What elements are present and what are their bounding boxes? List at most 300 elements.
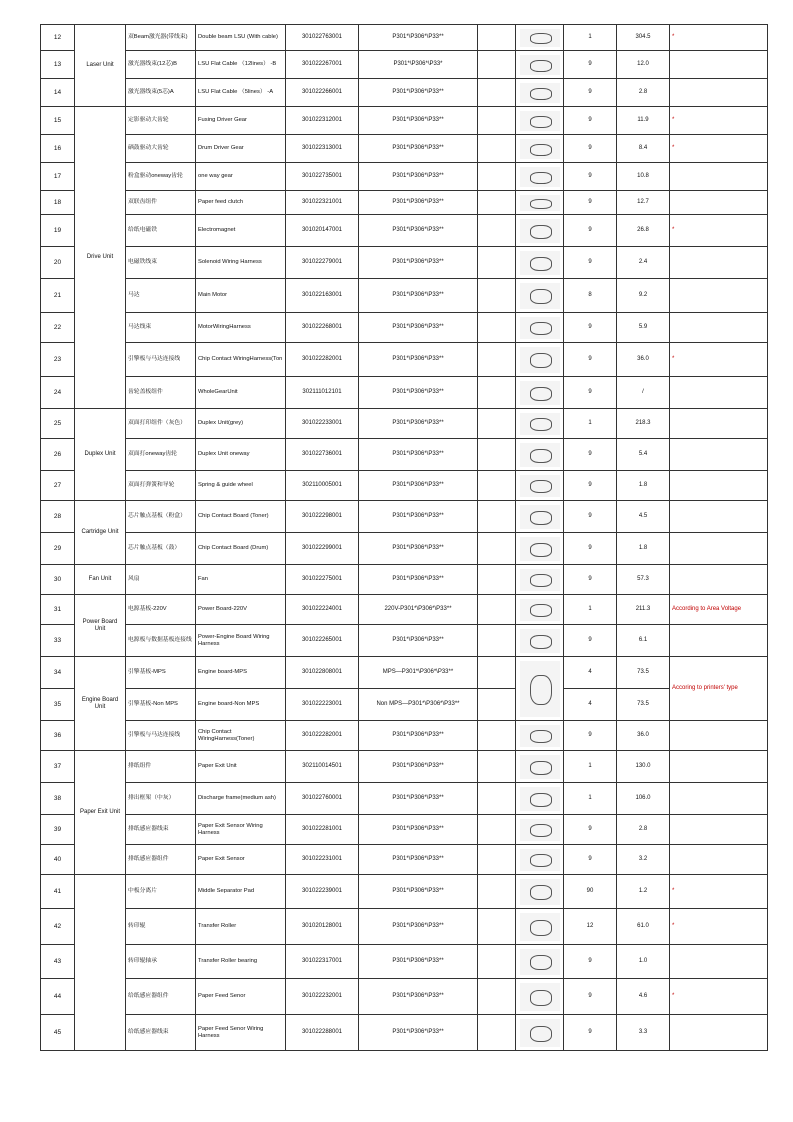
- key-part-flag: [670, 313, 768, 343]
- table-row: [41, 625, 768, 657]
- part-code: 301022288001: [286, 1015, 359, 1051]
- row-number: 21: [41, 279, 75, 313]
- empty-cell: [478, 979, 516, 1015]
- quantity: 8: [564, 279, 617, 313]
- feed-sensor-harness-photo: [520, 1019, 560, 1047]
- table-row: [41, 439, 768, 471]
- key-part-flag: [670, 279, 768, 313]
- part-name-cn: 硒鼓驱动大齿轮: [126, 135, 196, 163]
- key-part-flag: [670, 377, 768, 409]
- part-name-cn: 芯片触点基板（鼓）: [126, 533, 196, 565]
- key-part-flag: [670, 1015, 768, 1051]
- part-photo-cell: [516, 783, 564, 815]
- unit-price: 1.2: [617, 875, 670, 909]
- row-number: 41: [41, 875, 75, 909]
- key-part-flag: [670, 815, 768, 845]
- part-name-en: Duplex Unit(grey): [196, 409, 286, 439]
- part-name-en: Solenoid Wiring Harness: [196, 247, 286, 279]
- unit-price: /: [617, 377, 670, 409]
- part-name-en: Paper Exit Sensor Wiring Harness: [196, 815, 286, 845]
- empty-cell: [478, 215, 516, 247]
- part-name-en: Power-Engine Board Wiring Harness: [196, 625, 286, 657]
- part-name-cn: 双Beam激光器(带线束): [126, 25, 196, 51]
- part-name-cn: 粉盒驱动oneway齿轮: [126, 163, 196, 191]
- table-row: [41, 845, 768, 875]
- unit-price: 6.1: [617, 625, 670, 657]
- part-photo-cell: [516, 533, 564, 565]
- part-name-cn: 芯片触点基板（粉盒）: [126, 501, 196, 533]
- unit-price: 5.4: [617, 439, 670, 471]
- key-part-flag: [670, 471, 768, 501]
- unit-price: 12.0: [617, 51, 670, 79]
- table-row: [41, 979, 768, 1015]
- key-part-flag: [670, 79, 768, 107]
- part-code: 301022763001: [286, 25, 359, 51]
- part-name-cn: 引擎基板-MPS: [126, 657, 196, 689]
- compatible-models: P301*\P306*\P33**: [359, 343, 478, 377]
- key-part-flag: [670, 533, 768, 565]
- unit-price: 304.5: [617, 25, 670, 51]
- compatible-models: 220V-P301*\P306*\P33**: [359, 595, 478, 625]
- row-number: 33: [41, 625, 75, 657]
- part-name-en: Engine board-Non MPS: [196, 689, 286, 721]
- table-row: [41, 25, 768, 51]
- key-part-flag: [670, 51, 768, 79]
- key-part-flag: *: [670, 135, 768, 163]
- compatible-models: P301*\P306*\P33**: [359, 1015, 478, 1051]
- empty-cell: [478, 409, 516, 439]
- row-number: 14: [41, 79, 75, 107]
- table-row: [41, 135, 768, 163]
- unit-price: 3.2: [617, 845, 670, 875]
- chip-board-drum-photo: [520, 537, 560, 561]
- row-number: 12: [41, 25, 75, 51]
- part-code: 301022735001: [286, 163, 359, 191]
- unit-price: 3.3: [617, 1015, 670, 1051]
- empty-cell: [478, 689, 516, 721]
- group-label: Engine Board Unit: [75, 657, 126, 751]
- unit-price: 73.5: [617, 657, 670, 689]
- empty-cell: [478, 845, 516, 875]
- table-row: [41, 689, 768, 721]
- row-number: 45: [41, 1015, 75, 1051]
- duplex-unit-photo: [520, 413, 560, 435]
- part-photo-cell: [516, 107, 564, 135]
- quantity: 9: [564, 215, 617, 247]
- unit-price: 4.6: [617, 979, 670, 1015]
- key-part-flag: [670, 247, 768, 279]
- group-label: Laser Unit: [75, 25, 126, 107]
- empty-cell: [478, 135, 516, 163]
- part-photo-cell: [516, 215, 564, 247]
- part-photo-cell: [516, 51, 564, 79]
- compatible-models: P301*\P306*\P33**: [359, 979, 478, 1015]
- part-name-cn: 双面打弹簧和导轮: [126, 471, 196, 501]
- part-name-en: Transfer Roller bearing: [196, 945, 286, 979]
- compatible-models: P301*\P306*\P33**: [359, 215, 478, 247]
- part-photo-cell: [516, 501, 564, 533]
- compatible-models: P301*\P306*\P33**: [359, 909, 478, 945]
- quantity: 1: [564, 595, 617, 625]
- row-number: 13: [41, 51, 75, 79]
- group-label: [75, 875, 126, 1051]
- unit-price: 36.0: [617, 343, 670, 377]
- quantity: 4: [564, 657, 617, 689]
- key-part-flag: [670, 945, 768, 979]
- part-photo-cell: [516, 979, 564, 1015]
- key-part-flag: [670, 501, 768, 533]
- motor-harness-photo: [520, 317, 560, 339]
- table-row: [41, 191, 768, 215]
- table-row: [41, 313, 768, 343]
- table-row: [41, 533, 768, 565]
- table-row: [41, 721, 768, 751]
- row-number: 39: [41, 815, 75, 845]
- empty-cell: [478, 1015, 516, 1051]
- table-row: [41, 945, 768, 979]
- part-name-en: Chip Contact Board (Drum): [196, 533, 286, 565]
- part-photo-cell: [516, 471, 564, 501]
- engine-motor-cable-photo: [520, 347, 560, 373]
- part-name-cn: 双面打印组件（灰色）: [126, 409, 196, 439]
- part-photo-cell: [516, 815, 564, 845]
- electromagnet-photo: [520, 219, 560, 243]
- row-number: 31: [41, 595, 75, 625]
- table-row: [41, 409, 768, 439]
- main-motor-photo: [520, 283, 560, 309]
- quantity: 9: [564, 343, 617, 377]
- part-name-cn: 排出框架（中灰）: [126, 783, 196, 815]
- part-code: 301022268001: [286, 313, 359, 343]
- compatible-models: P301*\P306*\P33**: [359, 79, 478, 107]
- table-row: [41, 343, 768, 377]
- part-code: 301022736001: [286, 439, 359, 471]
- part-code: 301022298001: [286, 501, 359, 533]
- compatible-models: P301*\P306*\P33**: [359, 409, 478, 439]
- table-row: [41, 565, 768, 595]
- key-part-flag: [670, 439, 768, 471]
- part-code: 301022232001: [286, 979, 359, 1015]
- part-name-en: Duplex Unit oneway: [196, 439, 286, 471]
- part-name-en: Electromagnet: [196, 215, 286, 247]
- compatible-models: MPS—P301*\P306*\P33**: [359, 657, 478, 689]
- part-photo-cell: [516, 945, 564, 979]
- row-number: 17: [41, 163, 75, 191]
- parts-table: [40, 24, 768, 1051]
- key-part-flag: *: [670, 875, 768, 909]
- key-part-flag: *: [670, 979, 768, 1015]
- empty-cell: [478, 377, 516, 409]
- lsu-with-cable-photo: [520, 29, 560, 47]
- empty-cell: [478, 51, 516, 79]
- key-part-flag: [670, 845, 768, 875]
- part-photo-cell: [516, 439, 564, 471]
- power-board-photo: [520, 599, 560, 621]
- empty-cell: [478, 471, 516, 501]
- empty-cell: [478, 279, 516, 313]
- row-number: 42: [41, 909, 75, 945]
- unit-price: 2.8: [617, 815, 670, 845]
- chip-board-toner-photo: [520, 505, 560, 529]
- row-number: 18: [41, 191, 75, 215]
- compatible-models: P301*\P306*\P33**: [359, 875, 478, 909]
- compatible-models: P301*\P306*\P33**: [359, 135, 478, 163]
- row-number: 38: [41, 783, 75, 815]
- key-part-flag: *: [670, 343, 768, 377]
- part-photo-cell: [516, 875, 564, 909]
- table-row: [41, 163, 768, 191]
- part-name-en: Fusing Driver Gear: [196, 107, 286, 135]
- table-row: [41, 247, 768, 279]
- part-photo-cell: [516, 191, 564, 215]
- empty-cell: [478, 107, 516, 135]
- empty-cell: [478, 595, 516, 625]
- fusing-gear-photo: [520, 111, 560, 131]
- part-name-cn: 激光器线束(5芯)A: [126, 79, 196, 107]
- quantity: 9: [564, 945, 617, 979]
- part-code: 301022279001: [286, 247, 359, 279]
- key-part-flag: [670, 191, 768, 215]
- compatible-models: P301*\P306*\P33**: [359, 163, 478, 191]
- part-name-en: Discharge frame(medium ash): [196, 783, 286, 815]
- key-part-flag: [670, 409, 768, 439]
- whole-gear-unit-photo: [520, 381, 560, 405]
- part-photo-cell: [516, 343, 564, 377]
- key-part-flag: [670, 783, 768, 815]
- compatible-models: P301*\P306*\P33**: [359, 471, 478, 501]
- compatible-models: P301*\P306*\P33**: [359, 565, 478, 595]
- compatible-models: P301*\P306*\P33**: [359, 439, 478, 471]
- table-row: [41, 79, 768, 107]
- unit-price: 26.8: [617, 215, 670, 247]
- empty-cell: [478, 721, 516, 751]
- lsu-flat-cable-b-photo: [520, 55, 560, 75]
- part-photo-cell: [516, 565, 564, 595]
- key-part-flag: [670, 565, 768, 595]
- part-photo-cell: [516, 163, 564, 191]
- key-part-flag: *: [670, 909, 768, 945]
- unit-price: 8.4: [617, 135, 670, 163]
- part-code: 302110005001: [286, 471, 359, 501]
- table-row: [41, 471, 768, 501]
- row-number: 29: [41, 533, 75, 565]
- part-photo-cell: [516, 79, 564, 107]
- compatible-models: P301*\P306*\P33**: [359, 783, 478, 815]
- part-name-en: Drum Driver Gear: [196, 135, 286, 163]
- unit-price: 61.0: [617, 909, 670, 945]
- part-photo-cell: [516, 247, 564, 279]
- empty-cell: [478, 657, 516, 689]
- compatible-models: P301*\P306*\P33*: [359, 51, 478, 79]
- part-name-cn: 双联齿组件: [126, 191, 196, 215]
- part-name-en: Spring & guide wheel: [196, 471, 286, 501]
- compatible-models: P301*\P306*\P33**: [359, 625, 478, 657]
- empty-cell: [478, 501, 516, 533]
- compatible-models: P301*\P306*\P33**: [359, 945, 478, 979]
- part-name-en: Paper Exit Unit: [196, 751, 286, 783]
- part-code: 301022266001: [286, 79, 359, 107]
- group-label: Cartridge Unit: [75, 501, 126, 565]
- quantity: 9: [564, 439, 617, 471]
- unit-price: 36.0: [617, 721, 670, 751]
- compatible-models: P301*\P306*\P33**: [359, 247, 478, 279]
- unit-price: 2.8: [617, 79, 670, 107]
- part-photo-cell: [516, 845, 564, 875]
- table-row: [41, 51, 768, 79]
- compatible-models: P301*\P306*\P33**: [359, 751, 478, 783]
- part-name-en: Engine board-MPS: [196, 657, 286, 689]
- part-name-cn: 双面打oneway齿轮: [126, 439, 196, 471]
- row-number: 27: [41, 471, 75, 501]
- empty-cell: [478, 751, 516, 783]
- table-row: [41, 751, 768, 783]
- row-number: 36: [41, 721, 75, 751]
- spring-guide-photo: [520, 475, 560, 497]
- drum-gear-photo: [520, 139, 560, 159]
- part-name-cn: 给纸感应器线束: [126, 1015, 196, 1051]
- quantity: 9: [564, 979, 617, 1015]
- part-name-cn: 排纸感应器组件: [126, 845, 196, 875]
- part-photo-cell: [516, 313, 564, 343]
- empty-cell: [478, 191, 516, 215]
- part-code: 301022321001: [286, 191, 359, 215]
- exit-sensor-harness-photo: [520, 819, 560, 841]
- part-name-cn: 风扇: [126, 565, 196, 595]
- feed-sensor-photo: [520, 983, 560, 1011]
- part-name-en: Double beam LSU (With cable): [196, 25, 286, 51]
- unit-price: 130.0: [617, 751, 670, 783]
- quantity: 1: [564, 751, 617, 783]
- discharge-frame-photo: [520, 787, 560, 811]
- compatible-models: P301*\P306*\P33**: [359, 501, 478, 533]
- empty-cell: [478, 79, 516, 107]
- quantity: 9: [564, 815, 617, 845]
- quantity: 9: [564, 79, 617, 107]
- part-photo-cell: [516, 409, 564, 439]
- part-code: 301022282001: [286, 343, 359, 377]
- part-name-cn: 齿轮盖板组件: [126, 377, 196, 409]
- quantity: 9: [564, 313, 617, 343]
- compatible-models: P301*\P306*\P33**: [359, 721, 478, 751]
- unit-price: 4.5: [617, 501, 670, 533]
- table-row: [41, 279, 768, 313]
- compatible-models: P301*\P306*\P33**: [359, 815, 478, 845]
- row-number: 37: [41, 751, 75, 783]
- part-name-cn: 引擎板与马达连接线: [126, 721, 196, 751]
- table-row: [41, 107, 768, 135]
- unit-price: 218.3: [617, 409, 670, 439]
- empty-cell: [478, 565, 516, 595]
- unit-price: 211.3: [617, 595, 670, 625]
- separator-pad-photo: [520, 879, 560, 905]
- row-number: 19: [41, 215, 75, 247]
- key-part-flag: *: [670, 107, 768, 135]
- compatible-models: P301*\P306*\P33**: [359, 191, 478, 215]
- part-name-en: Fan: [196, 565, 286, 595]
- part-name-en: Chip Contact Board (Toner): [196, 501, 286, 533]
- quantity: 9: [564, 247, 617, 279]
- part-name-en: Main Motor: [196, 279, 286, 313]
- unit-price: 2.4: [617, 247, 670, 279]
- paper-feed-clutch-photo: [520, 195, 560, 211]
- part-name-cn: 排纸组件: [126, 751, 196, 783]
- table-row: [41, 815, 768, 845]
- part-name-en: LSU Flat Cable （12lines） -B: [196, 51, 286, 79]
- part-code: 301022312001: [286, 107, 359, 135]
- quantity: 9: [564, 377, 617, 409]
- part-code: 301022313001: [286, 135, 359, 163]
- row-number: 16: [41, 135, 75, 163]
- quantity: 9: [564, 163, 617, 191]
- key-part-flag: [670, 625, 768, 657]
- quantity: 1: [564, 783, 617, 815]
- table-row: [41, 595, 768, 625]
- empty-cell: [478, 25, 516, 51]
- group-label: Drive Unit: [75, 107, 126, 409]
- part-code: 301022267001: [286, 51, 359, 79]
- row-number: 43: [41, 945, 75, 979]
- table-row: [41, 657, 768, 689]
- empty-cell: [478, 439, 516, 471]
- part-name-cn: 电源板与数据基板连接线: [126, 625, 196, 657]
- part-name-en: MotorWiringHarness: [196, 313, 286, 343]
- solenoid-harness-photo: [520, 251, 560, 275]
- quantity: 9: [564, 135, 617, 163]
- unit-price: 9.2: [617, 279, 670, 313]
- compatible-models: P301*\P306*\P33**: [359, 533, 478, 565]
- one-way-gear-photo: [520, 167, 560, 187]
- row-number: 28: [41, 501, 75, 533]
- quantity: 1: [564, 25, 617, 51]
- quantity: 9: [564, 845, 617, 875]
- row-number: 20: [41, 247, 75, 279]
- part-name-cn: 转印辊轴承: [126, 945, 196, 979]
- part-code: 301022231001: [286, 845, 359, 875]
- quantity: 9: [564, 565, 617, 595]
- empty-cell: [478, 313, 516, 343]
- roller-bearing-photo: [520, 949, 560, 975]
- part-code: 301022265001: [286, 625, 359, 657]
- part-photo-cell: [516, 909, 564, 945]
- part-code: 302110014501: [286, 751, 359, 783]
- part-name-en: Paper Feed Senor Wiring Harness: [196, 1015, 286, 1051]
- transfer-roller-photo: [520, 913, 560, 941]
- empty-cell: [478, 783, 516, 815]
- part-name-en: Transfer Roller: [196, 909, 286, 945]
- empty-cell: [478, 343, 516, 377]
- paper-exit-unit-photo: [520, 755, 560, 779]
- quantity: 12: [564, 909, 617, 945]
- part-name-cn: 中板分离片: [126, 875, 196, 909]
- part-code: 301022299001: [286, 533, 359, 565]
- empty-cell: [478, 247, 516, 279]
- duplex-oneway-photo: [520, 443, 560, 467]
- quantity: 9: [564, 191, 617, 215]
- part-name-cn: 给纸感应器组件: [126, 979, 196, 1015]
- unit-price: 5.9: [617, 313, 670, 343]
- part-name-cn: 电源基板-220V: [126, 595, 196, 625]
- compatible-models: Non MPS—P301*\P306*\P33**: [359, 689, 478, 721]
- compatible-models: P301*\P306*\P33**: [359, 107, 478, 135]
- quantity: 9: [564, 721, 617, 751]
- part-name-cn: 引擎板与马达连接线: [126, 343, 196, 377]
- compatible-models: P301*\P306*\P33**: [359, 25, 478, 51]
- part-code: 301022233001: [286, 409, 359, 439]
- row-number: 25: [41, 409, 75, 439]
- power-engine-harness-photo: [520, 629, 560, 653]
- part-photo-cell: [516, 1015, 564, 1051]
- empty-cell: [478, 875, 516, 909]
